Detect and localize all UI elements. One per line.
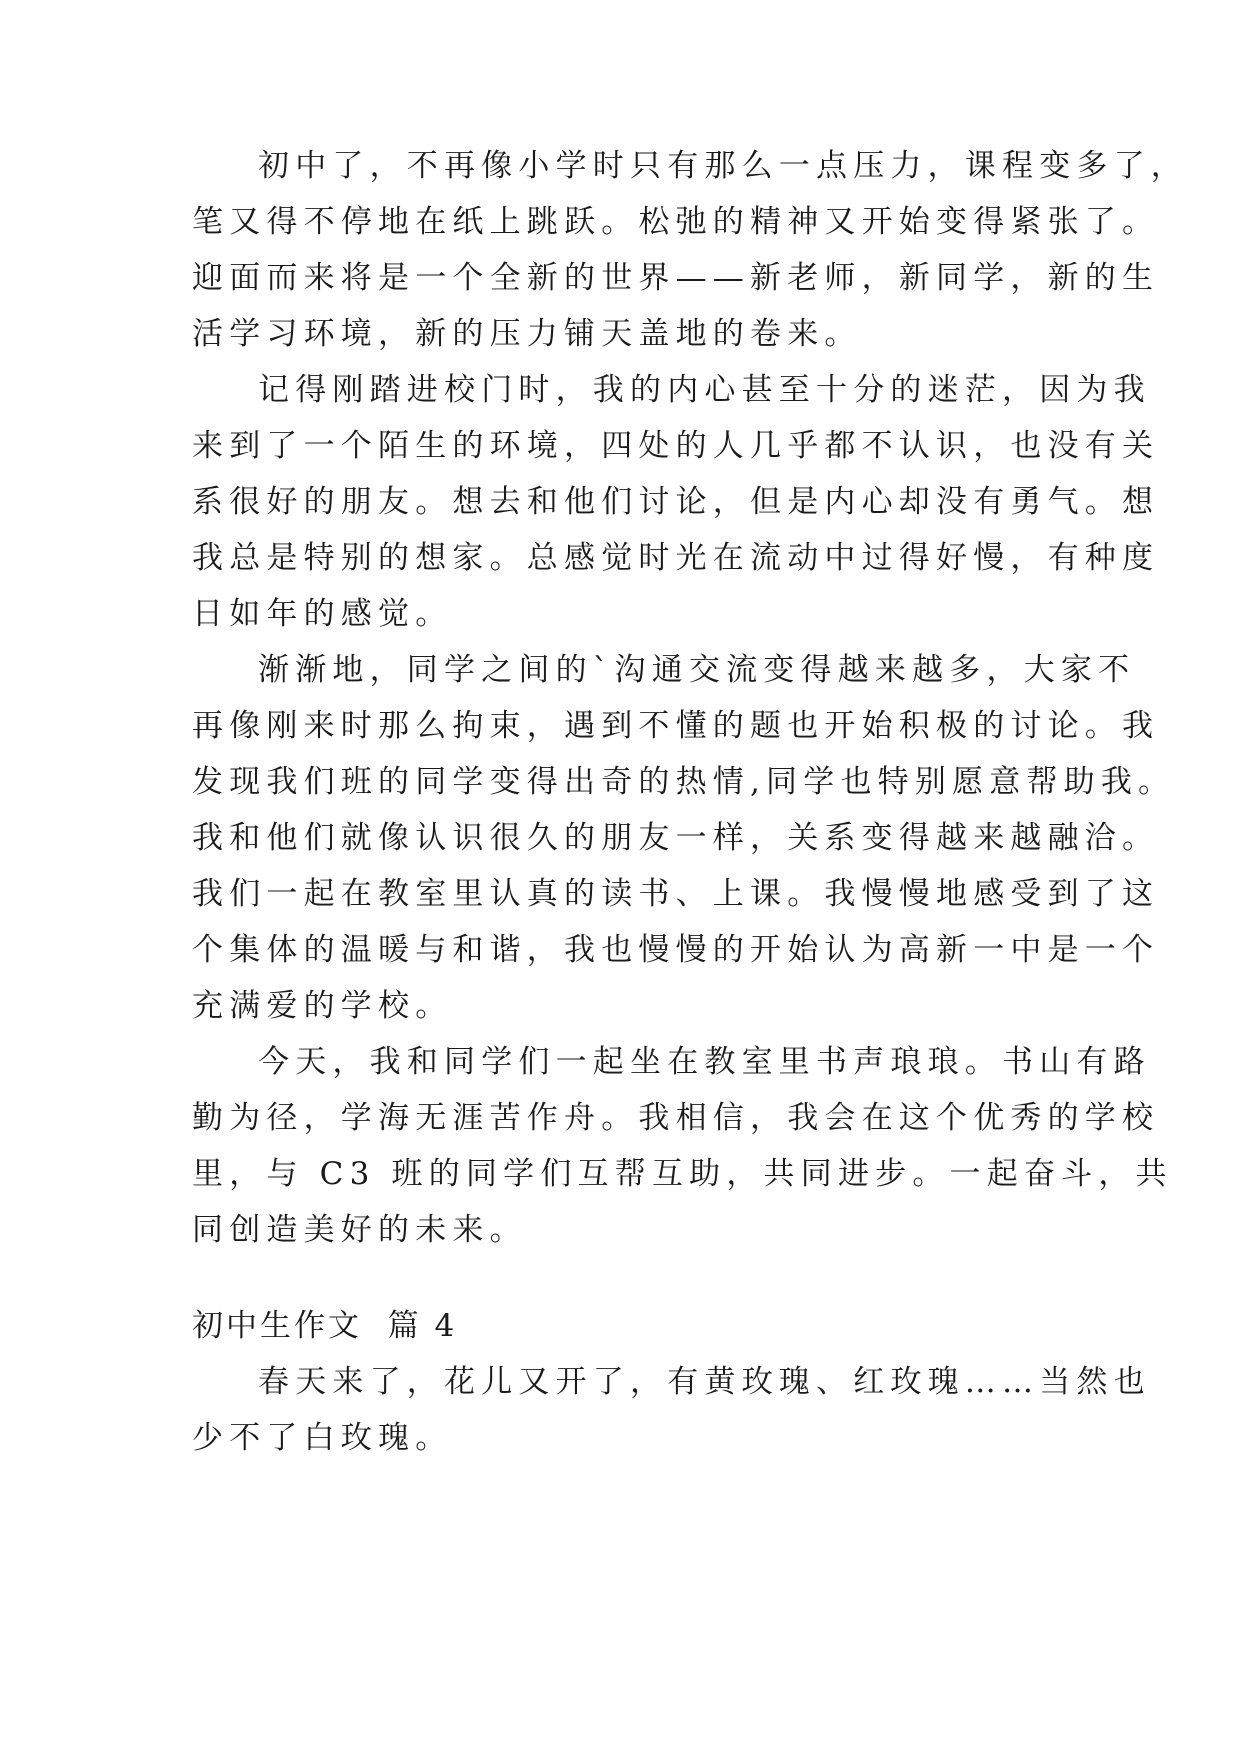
text-line: 迎面而来将是一个全新的世界——新老师，新同学，新的生	[192, 260, 1160, 296]
text-line: 少不了白玫瑰。	[192, 1420, 453, 1456]
text-line: 个集体的温暖与和谐，我也慢慢的开始认为高新一中是一个	[192, 932, 1160, 968]
text-line: 今天，我和同学们一起坐在教室里书声琅琅。书山有路	[258, 1044, 1151, 1080]
text-line: 活学习环境，新的压力铺天盖地的卷来。	[192, 316, 862, 352]
text-line: 同创造美好的未来。	[192, 1212, 527, 1248]
text-line: 再像刚来时那么拘束，遇到不懂的题也开始积极的讨论。我	[192, 708, 1160, 744]
text-line: 充满爱的学校。	[192, 988, 453, 1024]
text-line: 渐渐地，同学之间的`沟通交流变得越来越多，大家不	[258, 652, 1136, 688]
text-line: 勤为径，学海无涯苦作舟。我相信，我会在这个优秀的学校	[192, 1100, 1160, 1136]
text-line: 春天来了，花儿又开了，有黄玫瑰、红玫瑰……当然也	[258, 1364, 1151, 1400]
section-heading: 初中生作文 篇 4	[192, 1308, 458, 1344]
text-line: 我总是特别的想家。总感觉时光在流动中过得好慢，有种度	[192, 540, 1160, 576]
text-line: 我和他们就像认识很久的朋友一样，关系变得越来越融洽。	[192, 820, 1160, 856]
text-line: 日如年的感觉。	[192, 596, 453, 632]
text-line: 记得刚踏进校门时，我的内心甚至十分的迷茫，因为我	[258, 372, 1151, 408]
text-line: 里，与 C3 班的同学们互帮互助，共同进步。一起奋斗，共	[192, 1156, 1173, 1192]
text-line: 发现我们班的同学变得出奇的热情,同学也特别愿意帮助我。	[192, 764, 1176, 800]
text-line: 我们一起在教室里认真的读书、上课。我慢慢地感受到了这	[192, 876, 1160, 912]
text-line: 来到了一个陌生的环境，四处的人几乎都不认识，也没有关	[192, 428, 1160, 464]
text-line: 笔又得不停地在纸上跳跃。松弛的精神又开始变得紧张了。	[192, 204, 1160, 240]
text-line: 初中了，不再像小学时只有那么一点压力，课程变多了，	[258, 148, 1188, 184]
text-line: 系很好的朋友。想去和他们讨论，但是内心却没有勇气。想	[192, 484, 1160, 520]
